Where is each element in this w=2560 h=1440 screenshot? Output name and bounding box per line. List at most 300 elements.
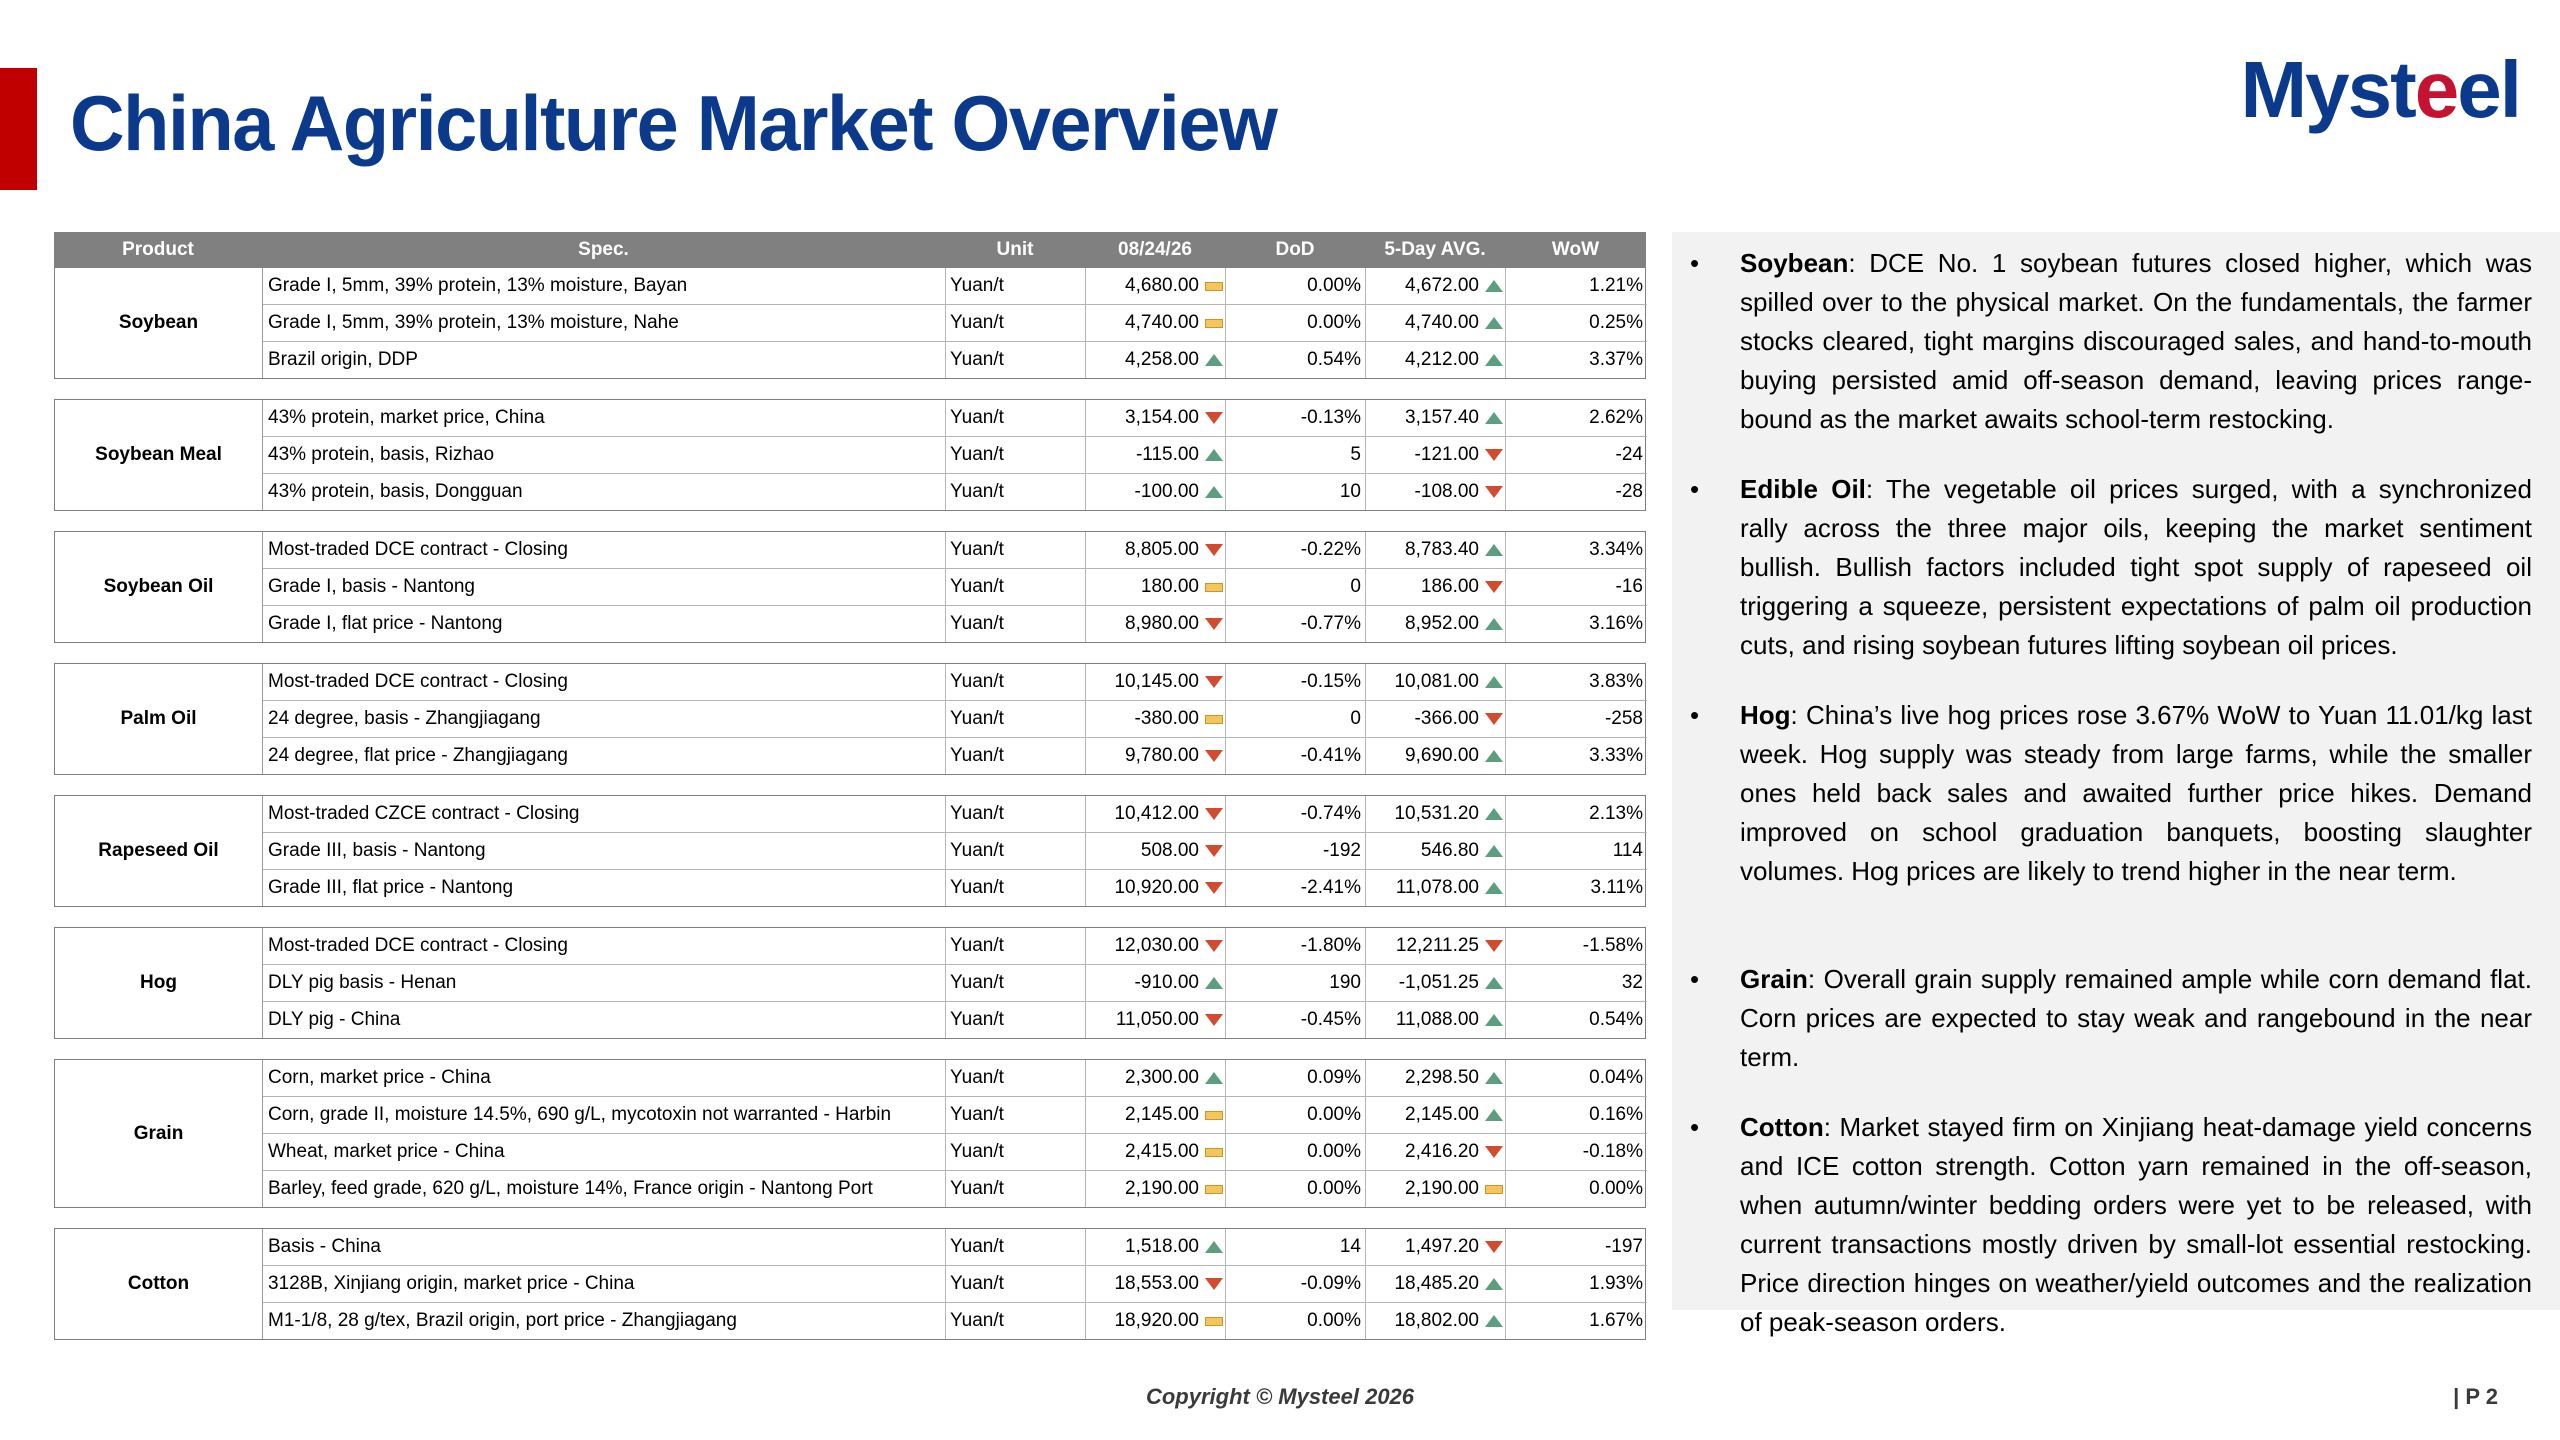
trend-indicator [1483,412,1505,424]
avg-cell [1366,1060,1506,1096]
price-cell [1086,833,1226,869]
trend-indicator [1203,1014,1225,1026]
avg-value: 18,485.20 [1394,1273,1479,1294]
unit-cell: Yuan/t [946,870,1086,906]
unit-cell: Yuan/t [946,965,1086,1001]
up-arrow-icon [1485,845,1503,857]
table-row [263,928,1647,964]
avg-cell [1366,532,1506,568]
price-cell [1086,928,1226,964]
avg-value: 8,952.00 [1405,613,1479,634]
avg-value: -366.00 [1414,708,1479,729]
price-cell [1086,400,1226,436]
avg-cell [1366,870,1506,906]
spec-cell: Most-traded DCE contract - Closing [263,532,946,568]
avg-cell [1366,1229,1506,1265]
trend-indicator [1203,583,1225,592]
trend-indicator [1203,449,1225,461]
down-arrow-icon [1485,449,1503,461]
up-arrow-icon [1485,1014,1503,1026]
avg-cell [1366,437,1506,473]
avg-cell [1366,1002,1506,1038]
wow-cell: 32 [1621,972,1643,993]
bullet-dot: • [1690,248,1700,278]
trend-indicator [1203,354,1225,366]
trend-indicator [1483,1014,1505,1026]
avg-cell [1366,1171,1506,1207]
dod-cell: -1.80% [1226,928,1366,964]
spec-cell: M1-1/8, 28 g/tex, Brazil origin, port price - Zhangjiagang [263,1303,946,1339]
up-arrow-icon [1205,354,1223,366]
wow-cell: -1.58% [1582,935,1643,956]
price-value: 8,980.00 [1125,613,1199,634]
down-arrow-icon [1205,808,1223,820]
trend-indicator [1203,940,1225,952]
dod-cell: -192 [1226,833,1366,869]
flat-bar-icon [1205,1111,1223,1120]
unit-cell: Yuan/t [946,437,1086,473]
unit-cell: Yuan/t [946,606,1086,642]
spec-cell: Grade III, basis - Nantong [263,833,946,869]
product-group [54,268,1646,379]
flat-bar-icon [1205,583,1223,592]
table-row [263,1133,1647,1170]
up-arrow-icon [1485,1278,1503,1290]
avg-cell [1366,965,1506,1001]
commentary-text: : Overall grain supply remained ample while corn demand flat. Corn prices are expected to stay weak and rangebound in the near term. [1740,964,2532,1072]
trend-indicator [1203,1241,1225,1253]
unit-cell: Yuan/t [946,928,1086,964]
price-value: 9,780.00 [1125,745,1199,766]
price-cell [1086,796,1226,832]
up-arrow-icon [1485,1109,1503,1121]
trend-indicator [1483,713,1505,725]
commentary-label: Soybean [1740,248,1849,278]
price-value: 10,920.00 [1114,877,1199,898]
table-row [263,400,1647,436]
price-value: 2,300.00 [1125,1067,1199,1088]
spec-cell: Basis - China [263,1229,946,1265]
price-value: 11,050.00 [1115,1009,1199,1030]
trend-indicator [1483,618,1505,630]
avg-cell [1366,738,1506,774]
dod-cell: 0.00% [1226,268,1366,304]
avg-value: 9,690.00 [1405,745,1479,766]
dod-cell: -0.77% [1226,606,1366,642]
table-row [263,1060,1647,1096]
unit-cell: Yuan/t [946,569,1086,605]
dod-cell: 0 [1226,569,1366,605]
unit-cell: Yuan/t [946,738,1086,774]
logo-text-c: el [2457,45,2520,134]
wow-cell: 3.34% [1589,539,1643,560]
price-cell [1086,1134,1226,1170]
trend-indicator [1203,750,1225,762]
wow-cell: 1.21% [1589,275,1643,296]
product-name: Soybean Oil [55,532,263,642]
table-row [263,664,1647,700]
price-cell [1086,738,1226,774]
down-arrow-icon [1205,544,1223,556]
wow-cell: 3.16% [1589,613,1643,634]
price-cell [1086,1171,1226,1207]
product-group [54,795,1646,907]
wow-cell: 114 [1612,840,1643,861]
price-value: 508.00 [1140,840,1199,861]
unit-cell: Yuan/t [946,1171,1086,1207]
trend-indicator [1203,882,1225,894]
avg-value: -121.00 [1414,444,1479,465]
flat-bar-icon [1205,319,1223,328]
price-value: 18,553.00 [1114,1273,1199,1294]
spec-cell: 43% protein, market price, China [263,400,946,436]
unit-cell: Yuan/t [946,1229,1086,1265]
avg-value: 2,145.00 [1405,1104,1479,1125]
unit-cell: Yuan/t [946,664,1086,700]
commentary-label: Cotton [1740,1112,1824,1142]
up-arrow-icon [1485,750,1503,762]
table-row [263,1229,1647,1265]
trend-indicator [1483,750,1505,762]
up-arrow-icon [1485,412,1503,424]
trend-indicator [1483,676,1505,688]
wow-cell: 2.62% [1589,407,1643,428]
avg-value: 11,078.00 [1395,877,1479,898]
bullet-dot: • [1690,1112,1700,1142]
bullet-dot: • [1690,964,1700,994]
trend-indicator [1483,1146,1505,1158]
table-row [263,605,1647,642]
trend-indicator [1203,1185,1225,1194]
avg-value: 2,416.20 [1405,1141,1479,1162]
market-commentary [1672,232,2560,1337]
price-cell [1086,701,1226,737]
wow-cell: 3.11% [1590,877,1643,898]
spec-cell: Corn, market price - China [263,1060,946,1096]
avg-cell [1366,796,1506,832]
up-arrow-icon [1485,354,1503,366]
table-header [54,232,1646,268]
unit-cell: Yuan/t [946,1097,1086,1133]
avg-value: 10,081.00 [1394,671,1479,692]
dod-cell: -2.41% [1226,870,1366,906]
product-name: Soybean Meal [55,400,263,510]
spec-cell: 43% protein, basis, Rizhao [263,437,946,473]
table-body [54,268,1646,1340]
spec-cell: Most-traded CZCE contract - Closing [263,796,946,832]
dod-cell: -0.13% [1226,400,1366,436]
dod-cell: 14 [1226,1229,1366,1265]
spec-cell: 24 degree, flat price - Zhangjiagang [263,738,946,774]
group-rows [263,1229,1647,1339]
flat-bar-icon [1485,1185,1503,1194]
price-cell [1086,532,1226,568]
trend-indicator [1483,1185,1505,1194]
price-cell [1086,1266,1226,1302]
price-value: -910.00 [1134,972,1199,993]
wow-cell: 0.04% [1589,1067,1643,1088]
price-cell [1086,268,1226,304]
trend-indicator [1483,317,1505,329]
table-row [263,737,1647,774]
wow-cell: 0.00% [1589,1178,1643,1199]
trend-indicator [1483,354,1505,366]
commentary-text: : Market stayed firm on Xinjiang heat-damage yield concerns and ICE cotton strength. Cotton yarn remained in the off-season, when autumn/winter bedding orders were yet to be released, with current transactions mostly driven by small-lot essential restocking. Price direction hinges on weather/yield outcomes and the realization of peak-season orders. [1740,1112,2532,1337]
spec-cell: 24 degree, basis - Zhangjiagang [263,701,946,737]
table-row [263,700,1647,737]
wow-cell: 0.54% [1589,1009,1643,1030]
product-group [54,1228,1646,1340]
price-value: 2,190.00 [1125,1178,1199,1199]
avg-cell [1366,342,1506,378]
unit-cell: Yuan/t [946,1266,1086,1302]
table-row [263,869,1647,906]
dod-cell: -0.09% [1226,1266,1366,1302]
avg-value: 4,212.00 [1405,349,1479,370]
price-cell [1086,1303,1226,1339]
commentary-grain [1690,960,2532,1077]
table-row [263,568,1647,605]
avg-value: 4,740.00 [1405,312,1479,333]
spec-cell: Grade I, 5mm, 39% protein, 13% moisture, Bayan [263,268,946,304]
price-value: 1,518.00 [1125,1236,1199,1257]
spec-cell: Wheat, market price - China [263,1134,946,1170]
trend-indicator [1203,319,1225,328]
price-cell [1086,870,1226,906]
product-group [54,399,1646,511]
avg-value: 1,497.20 [1405,1236,1479,1257]
wow-cell: 2.13% [1589,803,1643,824]
commentary-hog [1690,696,2532,891]
spec-cell: Grade I, 5mm, 39% protein, 13% moisture, Nahe [263,305,946,341]
price-value: 2,145.00 [1125,1104,1199,1125]
up-arrow-icon [1205,486,1223,498]
avg-cell [1366,1303,1506,1339]
trend-indicator [1483,977,1505,989]
dod-cell: 0.54% [1226,342,1366,378]
trend-indicator [1203,412,1225,424]
bullet-dot: • [1690,700,1700,730]
trend-indicator [1203,1278,1225,1290]
price-cell [1086,474,1226,510]
spec-cell: DLY pig basis - Henan [263,965,946,1001]
logo-text-b: e [2414,45,2458,134]
trend-indicator [1483,940,1505,952]
up-arrow-icon [1205,1241,1223,1253]
trend-indicator [1203,282,1225,291]
unit-cell: Yuan/t [946,833,1086,869]
price-value: 180.00 [1140,576,1199,597]
spec-cell: Grade I, basis - Nantong [263,569,946,605]
wow-cell: -16 [1615,576,1643,597]
trend-indicator [1483,1072,1505,1084]
commentary-soybean [1690,244,2532,439]
avg-cell [1366,268,1506,304]
group-rows [263,268,1647,378]
avg-cell [1366,701,1506,737]
product-name: Palm Oil [55,664,263,774]
wow-cell: -0.18% [1582,1141,1643,1162]
spec-cell: DLY pig - China [263,1002,946,1038]
unit-cell: Yuan/t [946,1002,1086,1038]
spec-cell: Grade I, flat price - Nantong [263,606,946,642]
copyright-footer: Copyright © Mysteel 2026 [1145,1384,1415,1409]
dod-cell: -0.15% [1226,664,1366,700]
up-arrow-icon [1485,544,1503,556]
avg-value: 546.80 [1420,840,1479,861]
avg-cell [1366,1097,1506,1133]
table-row [263,1170,1647,1207]
wow-cell: -258 [1604,708,1643,729]
commentary-label: Edible Oil [1740,474,1866,504]
dod-cell: -0.41% [1226,738,1366,774]
wow-cell: -197 [1604,1236,1643,1257]
commentary-label: Hog [1740,700,1791,730]
price-cell [1086,1229,1226,1265]
price-cell [1086,965,1226,1001]
price-value: 4,740.00 [1125,312,1199,333]
trend-indicator [1483,1241,1505,1253]
price-cell [1086,342,1226,378]
mysteel-logo [2241,44,2520,136]
trend-indicator [1483,1315,1505,1327]
trend-indicator [1203,1072,1225,1084]
avg-value: 11,088.00 [1395,1009,1479,1030]
table-row [263,268,1647,304]
avg-cell [1366,569,1506,605]
price-value: 4,258.00 [1125,349,1199,370]
avg-cell [1366,474,1506,510]
down-arrow-icon [1485,581,1503,593]
dod-cell: -0.22% [1226,532,1366,568]
wow-cell: 3.33% [1589,745,1643,766]
page-number: | P 2 [2453,1384,2498,1409]
spec-cell: Grade III, flat price - Nantong [263,870,946,906]
unit-cell: Yuan/t [946,1134,1086,1170]
trend-indicator [1203,676,1225,688]
group-rows [263,1060,1647,1207]
wow-cell: -28 [1615,481,1643,502]
trend-indicator [1203,544,1225,556]
trend-indicator [1203,618,1225,630]
down-arrow-icon [1205,750,1223,762]
price-cell [1086,606,1226,642]
table-row [263,473,1647,510]
down-arrow-icon [1205,1278,1223,1290]
trend-indicator [1483,280,1505,292]
avg-value: 3,157.40 [1405,407,1479,428]
table-row [263,532,1647,568]
down-arrow-icon [1485,1146,1503,1158]
dod-cell: 0.09% [1226,1060,1366,1096]
avg-cell [1366,305,1506,341]
trend-indicator [1483,544,1505,556]
unit-cell: Yuan/t [946,268,1086,304]
dod-cell: -0.74% [1226,796,1366,832]
trend-indicator [1483,486,1505,498]
commentary-cotton [1690,1108,2532,1342]
up-arrow-icon [1205,1072,1223,1084]
trend-indicator [1483,1278,1505,1290]
avg-cell [1366,400,1506,436]
flat-bar-icon [1205,282,1223,291]
price-value: 4,680.00 [1125,275,1199,296]
dod-cell: 10 [1226,474,1366,510]
dod-cell: 0.00% [1226,1303,1366,1339]
dod-cell: -0.45% [1226,1002,1366,1038]
table-row [263,796,1647,832]
header-date: 08/24/26 [1118,239,1192,260]
spec-cell: 43% protein, basis, Dongguan [263,474,946,510]
spec-cell: Brazil origin, DDP [263,342,946,378]
avg-value: -1,051.25 [1398,972,1479,993]
spec-cell: Most-traded DCE contract - Closing [263,664,946,700]
page-title: China Agriculture Market Overview [70,79,1277,167]
header-product: Product [122,239,194,260]
up-arrow-icon [1205,977,1223,989]
flat-bar-icon [1205,1148,1223,1157]
up-arrow-icon [1485,808,1503,820]
down-arrow-icon [1485,486,1503,498]
up-arrow-icon [1485,882,1503,894]
avg-value: 12,211.25 [1395,935,1479,956]
group-rows [263,400,1647,510]
header-5day-avg: 5-Day AVG. [1384,239,1486,260]
table-row [263,1001,1647,1038]
wow-cell: -24 [1615,444,1643,465]
accent-bar [0,68,37,190]
up-arrow-icon [1485,1072,1503,1084]
up-arrow-icon [1205,449,1223,461]
down-arrow-icon [1205,618,1223,630]
unit-cell: Yuan/t [946,701,1086,737]
trend-indicator [1203,977,1225,989]
header-wow: WoW [1551,239,1600,260]
unit-cell: Yuan/t [946,796,1086,832]
trend-indicator [1483,449,1505,461]
price-cell [1086,1002,1226,1038]
unit-cell: Yuan/t [946,400,1086,436]
trend-indicator [1203,1148,1225,1157]
trend-indicator [1483,808,1505,820]
trend-indicator [1203,1111,1225,1120]
product-name: Grain [55,1060,263,1207]
avg-value: -108.00 [1414,481,1479,502]
down-arrow-icon [1205,882,1223,894]
price-value: -100.00 [1134,481,1199,502]
spec-cell: Corn, grade II, moisture 14.5%, 690 g/L, mycotoxin not warranted - Harbin [263,1097,946,1133]
flat-bar-icon [1205,1185,1223,1194]
trend-indicator [1483,581,1505,593]
dod-cell: 0.00% [1226,1097,1366,1133]
down-arrow-icon [1205,412,1223,424]
header-spec: Spec. [578,239,629,260]
wow-cell: 1.67% [1589,1310,1643,1331]
unit-cell: Yuan/t [946,474,1086,510]
down-arrow-icon [1485,940,1503,952]
wow-cell: 0.16% [1589,1104,1643,1125]
wow-cell: 3.37% [1589,349,1643,370]
price-cell [1086,1060,1226,1096]
table-row [263,1302,1647,1339]
trend-indicator [1203,715,1225,724]
product-name: Cotton [55,1229,263,1339]
avg-cell [1366,1266,1506,1302]
unit-cell: Yuan/t [946,305,1086,341]
price-value: -115.00 [1135,444,1199,465]
avg-value: 8,783.40 [1405,539,1479,560]
product-name: Soybean [55,268,263,378]
